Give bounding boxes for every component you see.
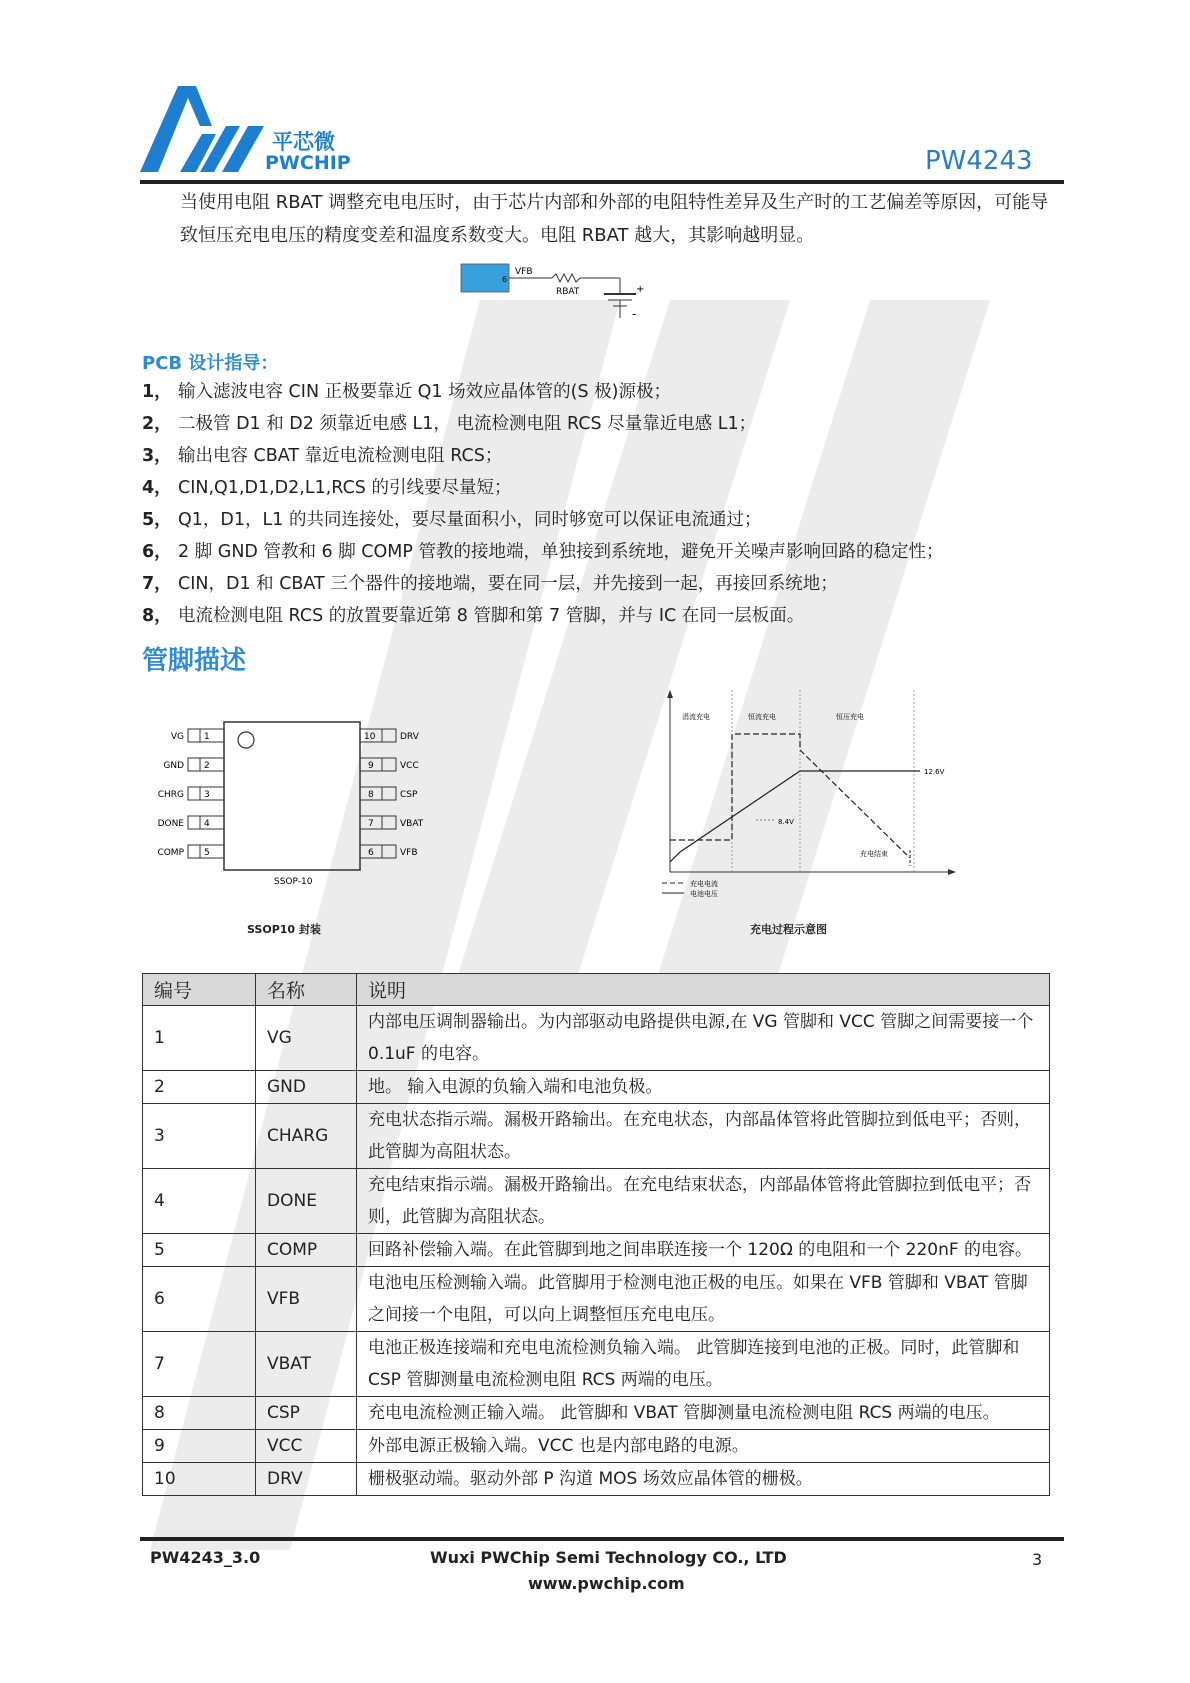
pin-label: VBAT — [400, 819, 424, 829]
pin-name-cell: VBAT — [256, 1332, 357, 1397]
pin-name-cell: DONE — [256, 1169, 357, 1234]
pins-heading: 管脚描述 — [142, 646, 247, 676]
battery-voltage-series — [670, 771, 920, 862]
pcb-item: 3， 输出电容 CBAT 靠近电流检测电阻 RCS； — [142, 446, 503, 466]
pin-desc-cell: 充电电流检测正输入端。 此管脚和 VBAT 管脚测量电流检测电阻 RCS 两端的电压。 — [357, 1397, 1050, 1430]
package-name: SSOP-10 — [274, 877, 313, 887]
pwchip-logo-icon — [140, 86, 270, 174]
logo-en-text: PWCHIP — [265, 152, 351, 174]
rbat-pin-number: 6 — [502, 275, 508, 284]
table-row — [143, 1234, 1050, 1267]
pin-number: 9 — [368, 761, 374, 771]
pin-label: CSP — [400, 790, 418, 800]
footer-website: www.pwchip.com — [528, 1574, 685, 1593]
pin-name-cell: VCC — [256, 1430, 357, 1463]
table-row — [143, 1267, 1050, 1332]
table-row — [143, 1071, 1050, 1104]
pin-number: 7 — [368, 819, 374, 829]
pin-no-cell: 6 — [143, 1267, 256, 1332]
pin-name-cell: COMP — [256, 1234, 357, 1267]
pin-no-cell: 3 — [143, 1104, 256, 1169]
header-rule — [140, 180, 1064, 184]
table-row — [143, 1397, 1050, 1430]
table-row — [143, 1430, 1050, 1463]
pin-label: DRV — [400, 732, 419, 742]
voltage-label-mid: 8.4V — [778, 818, 794, 826]
pin-no-cell: 1 — [143, 1006, 256, 1071]
pin-label: VG — [170, 732, 184, 742]
pin-name-cell: CHARG — [256, 1104, 357, 1169]
pin-desc-cell: 回路补偿输入端。在此管脚到地之间串联连接一个 120Ω 的电阻和一个 220nF 的电容。 — [357, 1234, 1050, 1267]
footer-doc-version: PW4243_3.0 — [150, 1548, 261, 1567]
right-pin-group — [360, 729, 396, 858]
charge-process-chart — [660, 690, 960, 900]
pin-name-cell: GND — [256, 1071, 357, 1104]
pin-number: 3 — [204, 790, 210, 800]
doc-title: PW4243 — [925, 146, 1033, 176]
pin-label: DONE — [157, 819, 184, 829]
rbat-vfb-label: VFB — [515, 267, 533, 277]
table-header-row — [143, 974, 1050, 1006]
intro-paragraph: 当使用电阻 RBAT 调整充电电压时，由于芯片内部和外部的电阻特性差异及生产时的工艺偏差等原因，可能导致恒压充电电压的精度变差和温度系数变大。电阻 RBAT 越大，其影响越明显。 — [180, 192, 1049, 246]
pin-label: CHRG — [157, 790, 184, 800]
pin-number: 10 — [364, 732, 376, 742]
pin-desc-cell: 充电结束指示端。漏极开路输出。在充电结束状态，内部晶体管将此管脚拉到低电平；否则，此管脚为高阻状态。 — [357, 1169, 1050, 1234]
pcb-item: 7， CIN，D1 和 CBAT 三个器件的接地端，要在同一层，并先接到一起，再接回系统地； — [142, 574, 838, 594]
pin-number: 8 — [368, 790, 374, 800]
battery-plus: + — [636, 284, 645, 295]
footer-rule — [140, 1537, 1064, 1541]
footer-company: Wuxi PWChip Semi Technology CO., LTD — [430, 1548, 787, 1567]
pin-desc-cell: 内部电压调制器输出。为内部驱动电路提供电源,在 VG 管脚和 VCC 管脚之间需要接一个 0.1uF 的电容。 — [357, 1006, 1050, 1071]
rbat-diagram — [460, 262, 660, 332]
pcb-item: 4， CIN,Q1,D1,D2,L1,RCS 的引线要尽量短； — [142, 478, 512, 498]
pcb-item: 1， 输入滤波电容 CIN 正极要靠近 Q1 场效应晶体管的(S 极)源极； — [142, 382, 671, 402]
package-caption: SSOP10 封装 — [247, 923, 321, 936]
pin-number: 4 — [204, 819, 210, 829]
pin-desc-cell: 电池正极连接端和充电电流检测负输入端。 此管脚连接到电池的正极。同时，此管脚和 CSP 管脚测量电流检测电阻 RCS 两端的电压。 — [357, 1332, 1050, 1397]
pcb-item: 2， 二极管 D1 和 D2 须靠近电感 L1， 电流检测电阻 RCS 尽量靠近电感 L1； — [142, 414, 757, 434]
logo-cn-text: 平芯微 — [272, 130, 335, 154]
charge-current-series — [670, 734, 910, 858]
pin-no-cell: 7 — [143, 1332, 256, 1397]
legend-label: 电池电压 — [690, 890, 718, 898]
pin-name-cell: CSP — [256, 1397, 357, 1430]
pin-name-cell: VG — [256, 1006, 357, 1071]
pcb-item: 8， 电流检测电阻 RCS 的放置要靠近第 8 管脚和第 7 管脚，并与 IC 在同一层板面。 — [142, 606, 805, 626]
pin-no-cell: 2 — [143, 1071, 256, 1104]
pin-name-cell: DRV — [256, 1463, 357, 1496]
pin-description-table — [142, 973, 1050, 1496]
pin-no-cell: 10 — [143, 1463, 256, 1496]
pin-no-cell: 8 — [143, 1397, 256, 1430]
pin-label: COMP — [157, 848, 184, 858]
ic-body — [224, 722, 360, 870]
chart-caption: 充电过程示意图 — [750, 923, 827, 936]
pin-label: VCC — [400, 761, 419, 771]
battery-minus: - — [632, 307, 637, 321]
phase-label: 恒流充电 — [748, 713, 776, 721]
phase-label: 恒压充电 — [836, 713, 864, 721]
legend-label: 充电电流 — [690, 880, 718, 888]
table-row — [143, 1006, 1050, 1071]
pcb-item: 6， 2 脚 GND 管教和 6 脚 COMP 管教的接地端，单独接到系统地，避免开关噪声影响回路的稳定性； — [142, 542, 944, 562]
pin-no-cell: 5 — [143, 1234, 256, 1267]
column-header: 名称 — [256, 974, 357, 1006]
page-number: 3 — [1032, 1550, 1043, 1569]
pin-label: GND — [163, 761, 184, 771]
pin-number: 2 — [204, 761, 210, 771]
pin-desc-cell: 地。 输入电源的负输入端和电池负极。 — [357, 1071, 1050, 1104]
pin-desc-cell: 电池电压检测输入端。此管脚用于检测电池正极的电压。如果在 VFB 管脚和 VBAT 管脚之间接一个电阻，可以向上调整恒压充电电压。 — [357, 1267, 1050, 1332]
voltage-label-high: 12.6V — [924, 768, 945, 776]
pcb-heading: PCB 设计指导： — [142, 353, 279, 374]
table-row — [143, 1104, 1050, 1169]
column-header: 编号 — [143, 974, 256, 1006]
pin-no-cell: 9 — [143, 1430, 256, 1463]
pin-number: 6 — [368, 848, 374, 858]
column-header: 说明 — [357, 974, 1050, 1006]
charge-end-label: 充电结束 — [860, 850, 888, 858]
pcb-item: 5， Q1，D1，L1 的共同连接处，要尽量面积小，同时够宽可以保证电流通过； — [142, 510, 762, 530]
pin-desc-cell: 外部电源正极输入端。VCC 也是内部电路的电源。 — [357, 1430, 1050, 1463]
phase-label: 涓流充电 — [682, 713, 710, 721]
pin-label: VFB — [400, 848, 418, 858]
rbat-label: RBAT — [556, 287, 580, 297]
pin-name-cell: VFB — [256, 1267, 357, 1332]
pin-no-cell: 4 — [143, 1169, 256, 1234]
table-row — [143, 1332, 1050, 1397]
pin-desc-cell: 充电状态指示端。漏极开路输出。在充电状态，内部晶体管将此管脚拉到低电平；否则，此管脚为高阻状态。 — [357, 1104, 1050, 1169]
pin-number: 1 — [204, 732, 210, 742]
ssop10-package-diagram — [150, 720, 440, 890]
pin1-marker — [238, 732, 254, 748]
pin-number: 5 — [204, 848, 210, 858]
resistor-symbol — [552, 274, 580, 282]
table-row — [143, 1463, 1050, 1496]
pin-desc-cell: 栅极驱动端。驱动外部 P 沟道 MOS 场效应晶体管的栅极。 — [357, 1463, 1050, 1496]
table-row — [143, 1169, 1050, 1234]
